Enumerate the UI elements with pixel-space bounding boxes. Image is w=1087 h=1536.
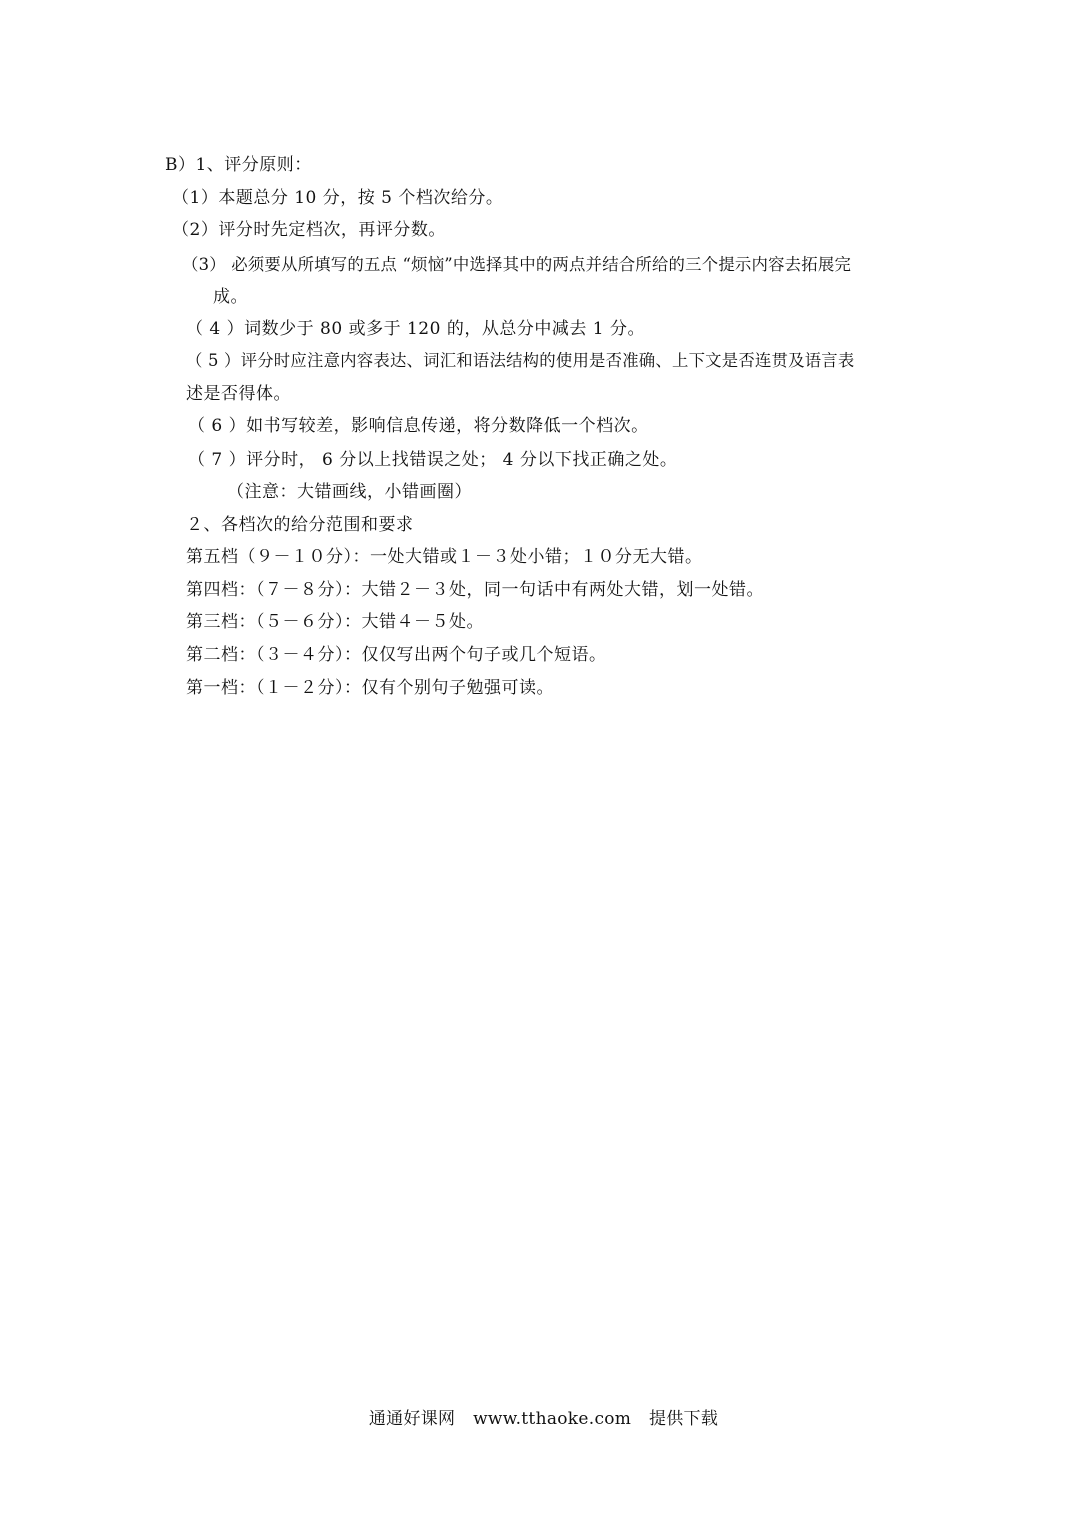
page-footer	[0, 1408, 1087, 1430]
grade-level-5: 第五档（９－１０分）：一处大错或１－３处小错；１０分无大错。	[186, 547, 703, 567]
note-line: （注意：大错画线，小错画圈）	[227, 482, 472, 502]
grade-level-3: 第三档：（５－６分）：大错４－５处。	[186, 612, 484, 632]
footer-site-name: 通通好课网	[368, 1409, 456, 1429]
rule-line-1: （1）本题总分 10 分，按 5 个档次给分。	[172, 188, 504, 208]
footer-url: www.tthaoke.com	[473, 1409, 632, 1429]
grade-level-2: 第二档：（３－４分）：仅仅写出两个句子或几个短语。	[186, 645, 607, 665]
grade-level-4: 第四档：（７－８分）：大错２－３处，同一句话中有两处大错，划一处错。	[186, 580, 764, 600]
rule-line-6: （ 6 ）如书写较差，影响信息传递，将分数降低一个档次。	[188, 416, 649, 436]
rule-line-2: （2）评分时先定档次，再评分数。	[172, 220, 446, 240]
rule-line-7: （ 7 ）评分时， 6 分以上找错误之处； 4 分以下找正确之处。	[188, 450, 678, 470]
rule-line-5-continued: 述是否得体。	[186, 384, 291, 404]
rule-line-3-continued: 成。	[213, 287, 248, 307]
grade-level-1: 第一档：（１－２分）：仅有个别句子勉强可读。	[186, 678, 554, 698]
grade-levels-heading: ２、各档次的给分范围和要求	[186, 515, 414, 535]
footer-note: 提供下载	[648, 1409, 719, 1429]
rule-line-5: （ 5 ）评分时应注意内容表达、词汇和语法结构的使用是否准确、上下文是否连贯及语言表	[186, 351, 855, 370]
rule-line-3: （3） 必须要从所填写的五点 “烦恼”中选择其中的两点并结合所给的三个提示内容去拓展完	[182, 255, 852, 274]
rule-line-4: （ 4 ）词数少于 80 或多于 120 的，从总分中减去 1 分。	[186, 319, 645, 339]
scoring-principles-heading: B）1、评分原则：	[165, 155, 312, 175]
